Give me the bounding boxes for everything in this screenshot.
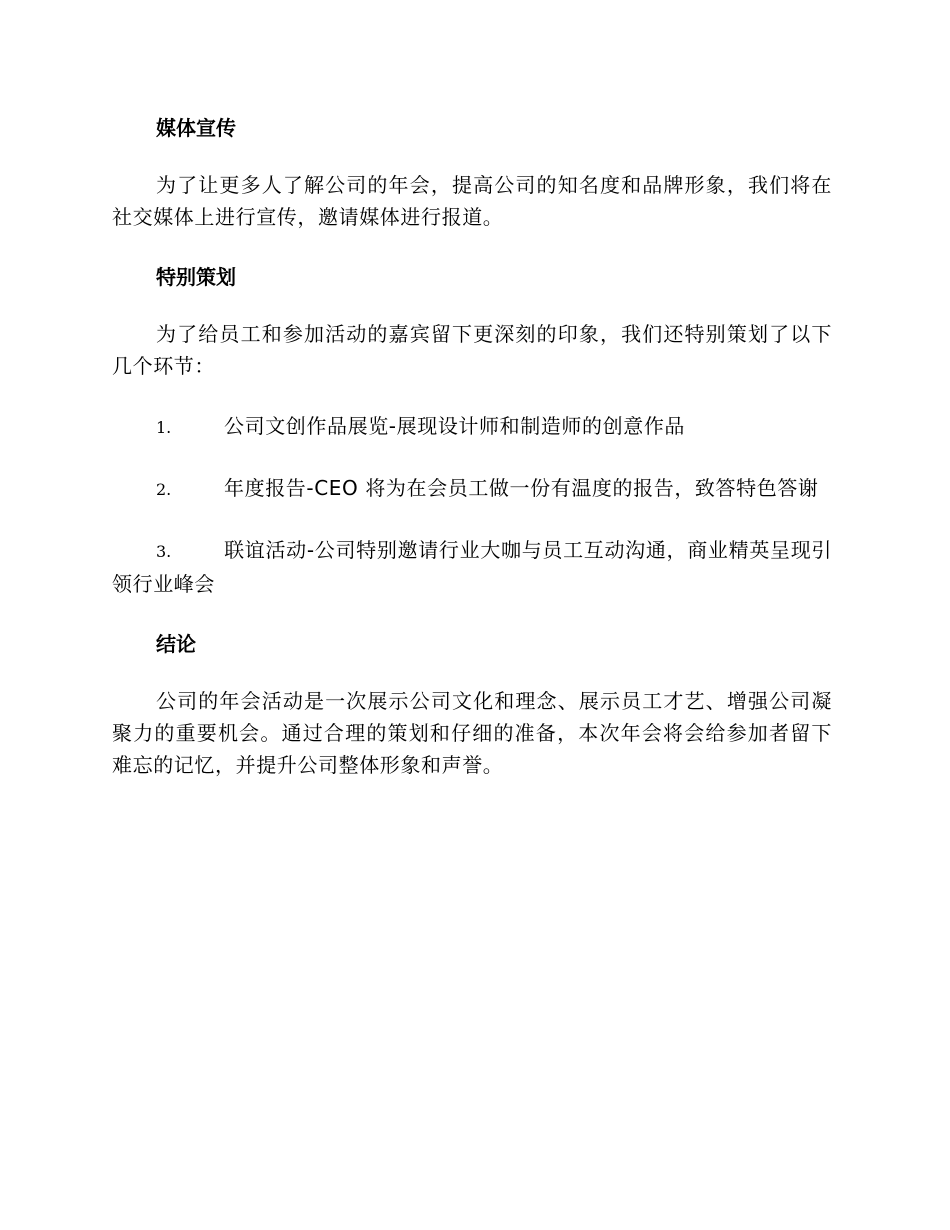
list-item [112,410,832,444]
list-item-number: 3. [156,542,172,561]
list-item-number: 2. [156,480,172,499]
list-item-text: 联谊活动-公司特别邀请行业大咖与员工互动沟通，商业精英呈现引领行业峰会 [112,538,832,596]
section-paragraph-special: 为了给员工和参加活动的嘉宾留下更深刻的印象，我们还特别策划了以下几个环节： [112,322,832,378]
section-paragraph-media: 为了让更多人了解公司的年会，提高公司的知名度和品牌形象，我们将在社交媒体上进行宣传，邀请媒体进行报道。 [112,173,832,229]
section-paragraph-conclusion: 公司的年会活动是一次展示公司文化和理念、展示员工才艺、增强公司凝聚力的重要机会。通过合理的策划和仔细的准备，本次年会将会给参加者留下难忘的记忆，并提升公司整体形象和声誉。 [112,689,832,777]
list-item [112,534,832,600]
list-item [112,472,832,506]
section-heading-conclusion: 结论 [156,632,196,656]
list-item-text: 年度报告-CEO 将为在会员工做一份有温度的报告，致答特色答谢 [224,476,819,500]
section-heading-media: 媒体宣传 [156,116,236,140]
list-item-number: 1. [156,418,172,437]
document-page [112,112,832,781]
list-item-text: 公司文创作品展览-展现设计师和制造师的创意作品 [224,414,686,438]
section-heading-special: 特别策划 [156,265,236,289]
